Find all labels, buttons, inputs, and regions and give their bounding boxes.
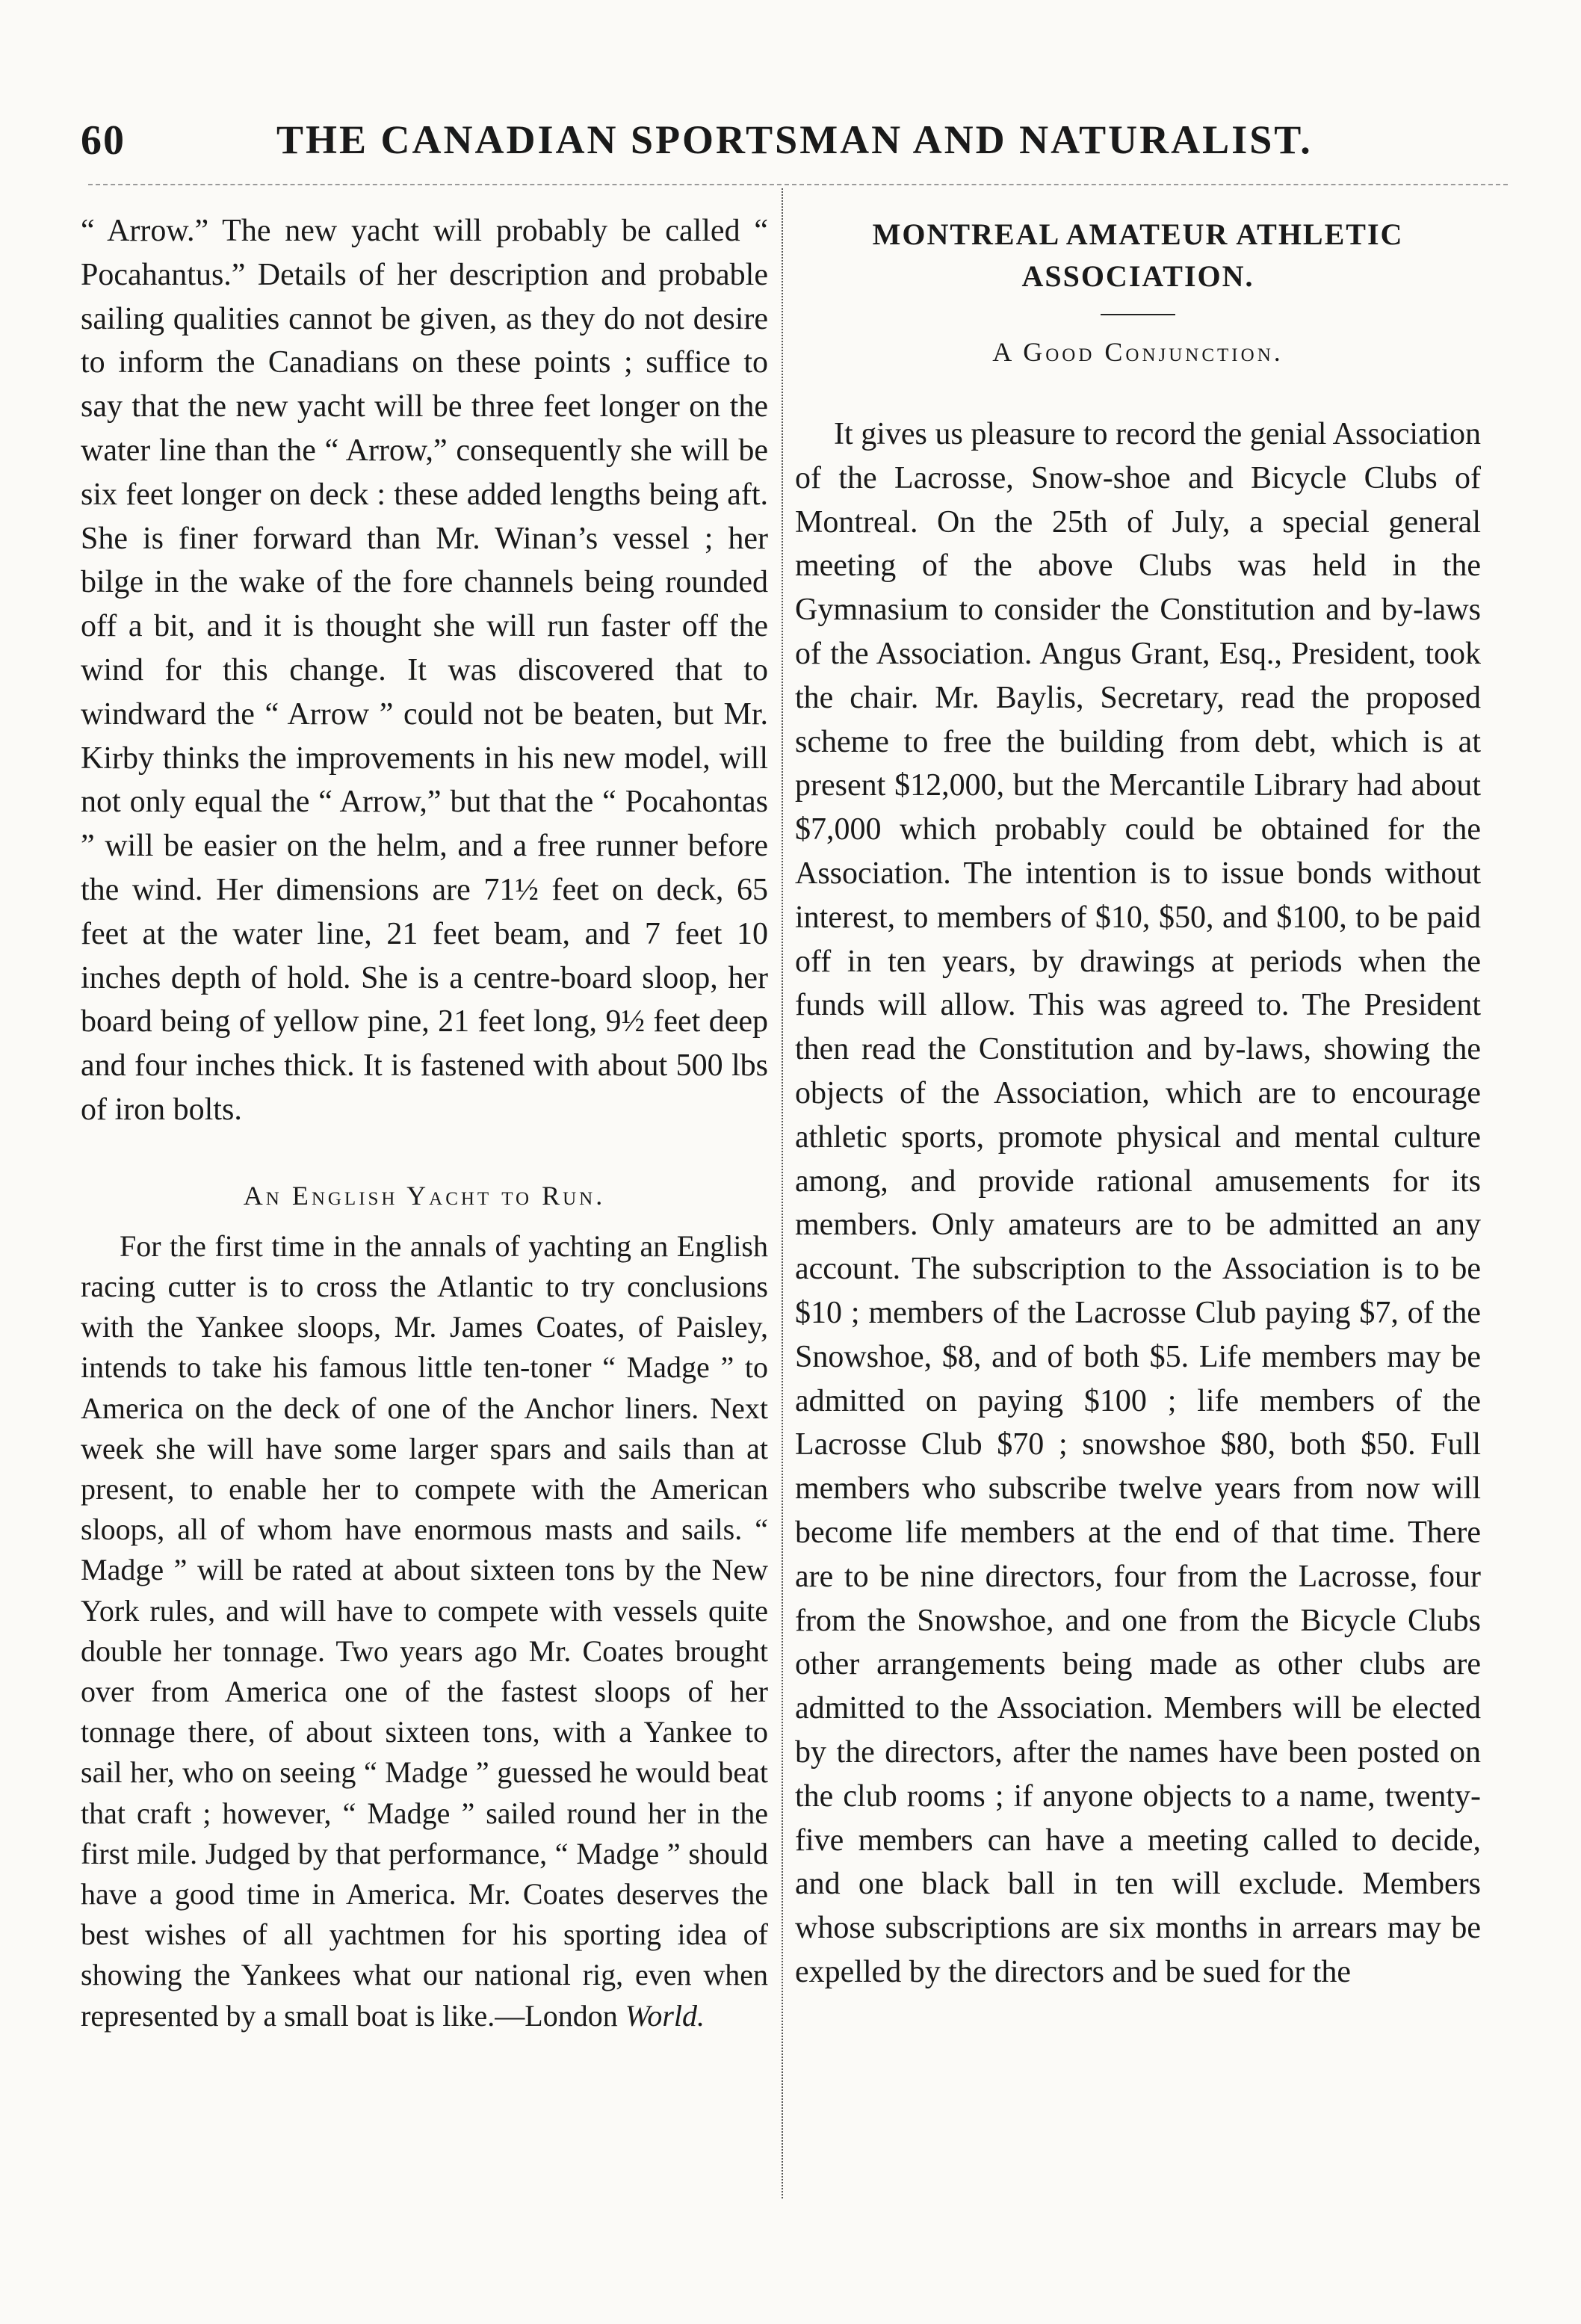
title-rule [1101,314,1175,315]
section-paragraph [81,1226,768,2036]
running-title: THE CANADIAN SPORTSMAN AND NATURALIST. [276,117,1313,162]
article-paragraph: It gives us pleasure to record the genial Association of the Lacrosse, Snow-shoe and Bicycle Clubs of Montreal. On the 25th of July, a special general meeting of the above Clubs was held in the Gymnasium to consider the Constitution and by-laws of the Association. Angus Grant, Esq., President, took the chair. Mr. Baylis, Secretary, read the proposed scheme to free the building from debt, which is at present $12,000, but the Mercantile Library had about $7,000 which probably could be obtained for the Association. The intention is to issue bonds without interest, to members of $10, $50, and $100, to be paid off in ten years, by drawings at periods when the funds will allow. This was agreed to. The President then read the Constitution and by-laws, showing the objects of the Association, which are to encourage athletic sports, promote physical and mental culture among, and provide rational amusements for its members. Only amateurs are to be admitted an any account. The subscription to the Association is to be $10 ; members of the Lacrosse Club paying $7, of the Snowshoe, $8, and of both $5. Life members may be admitted on paying $100 ; life members of the Lacrosse Club $70 ; snowshoe $80, both $50. Full members who subscribe twelve years from now will become life members at the end of that time. There are to be nine directors, four from the Lacrosse, four from the Snowshoe, and one from the Bicycle Clubs other arrangements being made as other clubs are admitted to the Association. Members will be elected by the directors, after the names have been posted on the club rooms ; if anyone objects to a name, twenty-five members can have a meeting called to decide, and one black ball in ten will exclude. Members whose subscriptions are six months in arrears may be expelled by the directors and be sued for the [795,417,1481,1989]
column-divider [782,188,783,2198]
page-number: 60 [81,117,126,164]
article-subheading: A Good Conjunction. [992,337,1284,367]
section-paragraph-text: For the first time in the annals of yachting an English racing cutter is to cross the Atlantic to try conclusions with the Yankee sloops, Mr. James Coates, of Paisley, intends to take his famous little ten-toner “ Madge ” to America on the deck of one of the Anchor liners. Next week she will have some larger spars and sails than at present, to enable her to compete with the American sloops, all of whom have enormous masts and sails. “ Madge ” will be rated at about sixteen tons by the New York rules, and will have to compete with vessels quite double her tonnage. Two years ago Mr. Coates brought over from America one of the fastest sloops of her tonnage there, of about sixteen tons, with a Yankee to sail her, who on seeing “ Madge ” guessed he would beat that craft ; however, “ Madge ” sailed round her in the first mile. Judged by that performance, “ Madge ” should have a good time in America. Mr. Coates deserves the best wishes of all yachtmen for his sporting idea of showing the Yankees what our national rig, even when represented by a small boat is like.—London [81,1229,768,2033]
section-heading: An English Yacht to Run. [243,1180,606,1211]
left-column [81,209,768,2036]
continued-paragraph: “ Arrow.” The new yacht will probably be called “ Pocahantus.” Details of her description and probable sailing qualities cannot be given, as they do not desire to inform the Canadians on these points ; suffice to say that the new yacht will be three feet longer on the water line than the “ Arrow,” consequently she will be six feet longer on deck : these added lengths being aft. She is finer forward than Mr. Winan’s vessel ; her bilge in the wake of the fore channels being rounded off a bit, and it is thought she will run faster off the wind for this change. It was discovered that to windward the “ Arrow ” could not be beaten, but Mr. Kirby thinks the improvements in his new model, will not only equal the “ Arrow,” but that the “ Pocahontas ” will be easier on the helm, and a free runner before the wind. Her dimensions are 71½ feet on deck, 65 feet at the water line, 21 feet beam, and 7 feet 10 inches depth of hold. She is a centre-board sloop, her board being of yellow pine, 21 feet long, 9½ feet deep and four inches thick. It is fastened with about 500 lbs of iron bolts. [81,214,768,1127]
article-title: MONTREAL AMATEUR ATHLETIC ASSOCIATION. [872,217,1404,293]
source-credit: World. [625,1998,705,2033]
page-header [81,112,1515,179]
right-column [795,209,1481,1994]
header-rule [88,184,1508,185]
